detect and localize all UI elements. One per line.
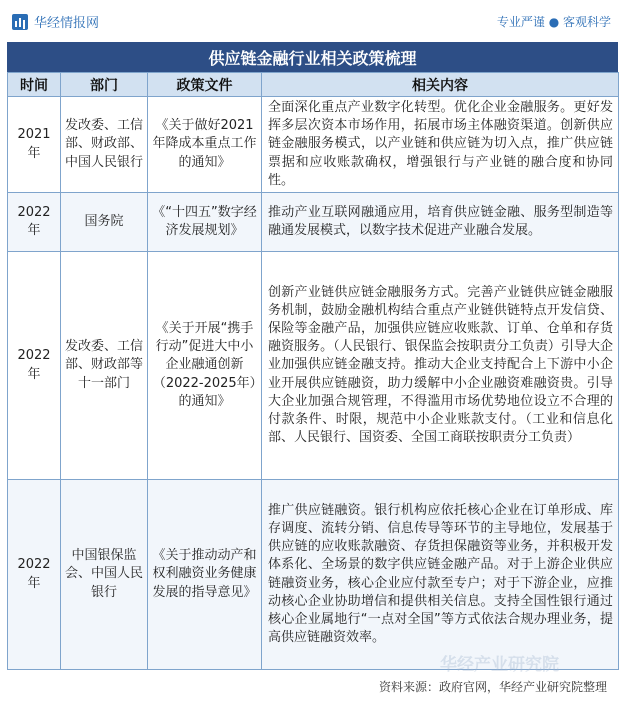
top-bar [0,0,625,38]
table-header-row [8,73,619,97]
cell-content: 创新产业链供应链金融服务方式。完善产业链供应链金融服务机制，鼓励金融机构结合重点产业链供链特点开发信贷、保险等金融产品，加强供应链应收账款、订单、仓单和存货融资服务。（人民银行、银保监会按职责分工负责）引导大企业加强供应链金融支持。推动大企业支持配合上下游中小企业开展供应链融资，助力缓解中小企业融资难融资贵。引导大企业加强合规管理，不得滥用市场优势地位设立不合理的付款条件、时限，规范中小企业账款支付。（工业和信息化部、人民银行、国资委、全国工商联按职责分工负责） [262,252,619,480]
bar-chart-logo-icon [12,14,28,30]
brand-name: 华经情报网 [34,16,100,31]
watermark: 华经产业研究院 [440,655,559,675]
cell-content: 推广供应链融资。银行机构应依托核心企业在订单形成、库存调度、流转分销、信息传导等环节的主导地位，发展基于供应链的应收账款融资、存货担保融资等业务，并积极开发体系化、全场景的数字供应链金融产品。对于上游企业供应链融资业务，核心企业应付款至专户；对于下游企业，应推动核心企业协助增信和提供相关信息。支持全国性银行通过核心企业属地行“一点对全国”等方式依法合规办理业务，提高供应链融资效率。 [262,480,619,670]
cell-year: 2022年 [8,252,61,480]
column-header-year: 时间 [8,73,61,97]
cell-department: 国务院 [61,193,148,252]
table-row [8,252,619,480]
table-row [8,480,619,670]
cell-department: 发改委、工信部、财政部、中国人民银行 [61,97,148,193]
cell-content: 推动产业互联网融通应用，培育供应链金融、服务型制造等融通发展模式，以数字技术促进产业融合发展。 [262,193,619,252]
cell-department: 中国银保监会、中国人民银行 [61,480,148,670]
table-row [8,193,619,252]
slogan: 专业严谨 ● 客观科学 [496,15,611,29]
column-header-content: 相关内容 [262,73,619,97]
cell-year: 2021年 [8,97,61,193]
cell-policy-document: 《关于做好2021年降成本重点工作的通知》 [148,97,262,193]
table-title: 供应链金融行业相关政策梳理 [7,42,618,72]
cell-policy-document: 《“十四五”数字经济发展规划》 [148,193,262,252]
source-note: 资料来源：政府官网，华经产业研究院整理 [378,680,607,694]
column-header-policy-document: 政策文件 [148,73,262,97]
cell-content: 全面深化重点产业数字化转型。优化企业金融服务。更好发挥多层次资本市场作用，拓展市场主体融资渠道。创新供应链金融服务模式，以产业链和供应链为切入点，推广供应链票据和应收账款确权，增强银行与产业链的融合度和协同性。 [262,97,619,193]
policy-table [7,72,619,670]
brand [12,12,99,31]
column-header-department: 部门 [61,73,148,97]
cell-department: 发改委、工信部、财政部等十一部门 [61,252,148,480]
cell-year: 2022年 [8,193,61,252]
table-row [8,97,619,193]
cell-policy-document: 《关于推动动产和权利融资业务健康发展的指导意见》 [148,480,262,670]
cell-policy-document: 《关于开展“携手行动”促进大中小企业融通创新（2022-2025年）的通知》 [148,252,262,480]
cell-year: 2022年 [8,480,61,670]
